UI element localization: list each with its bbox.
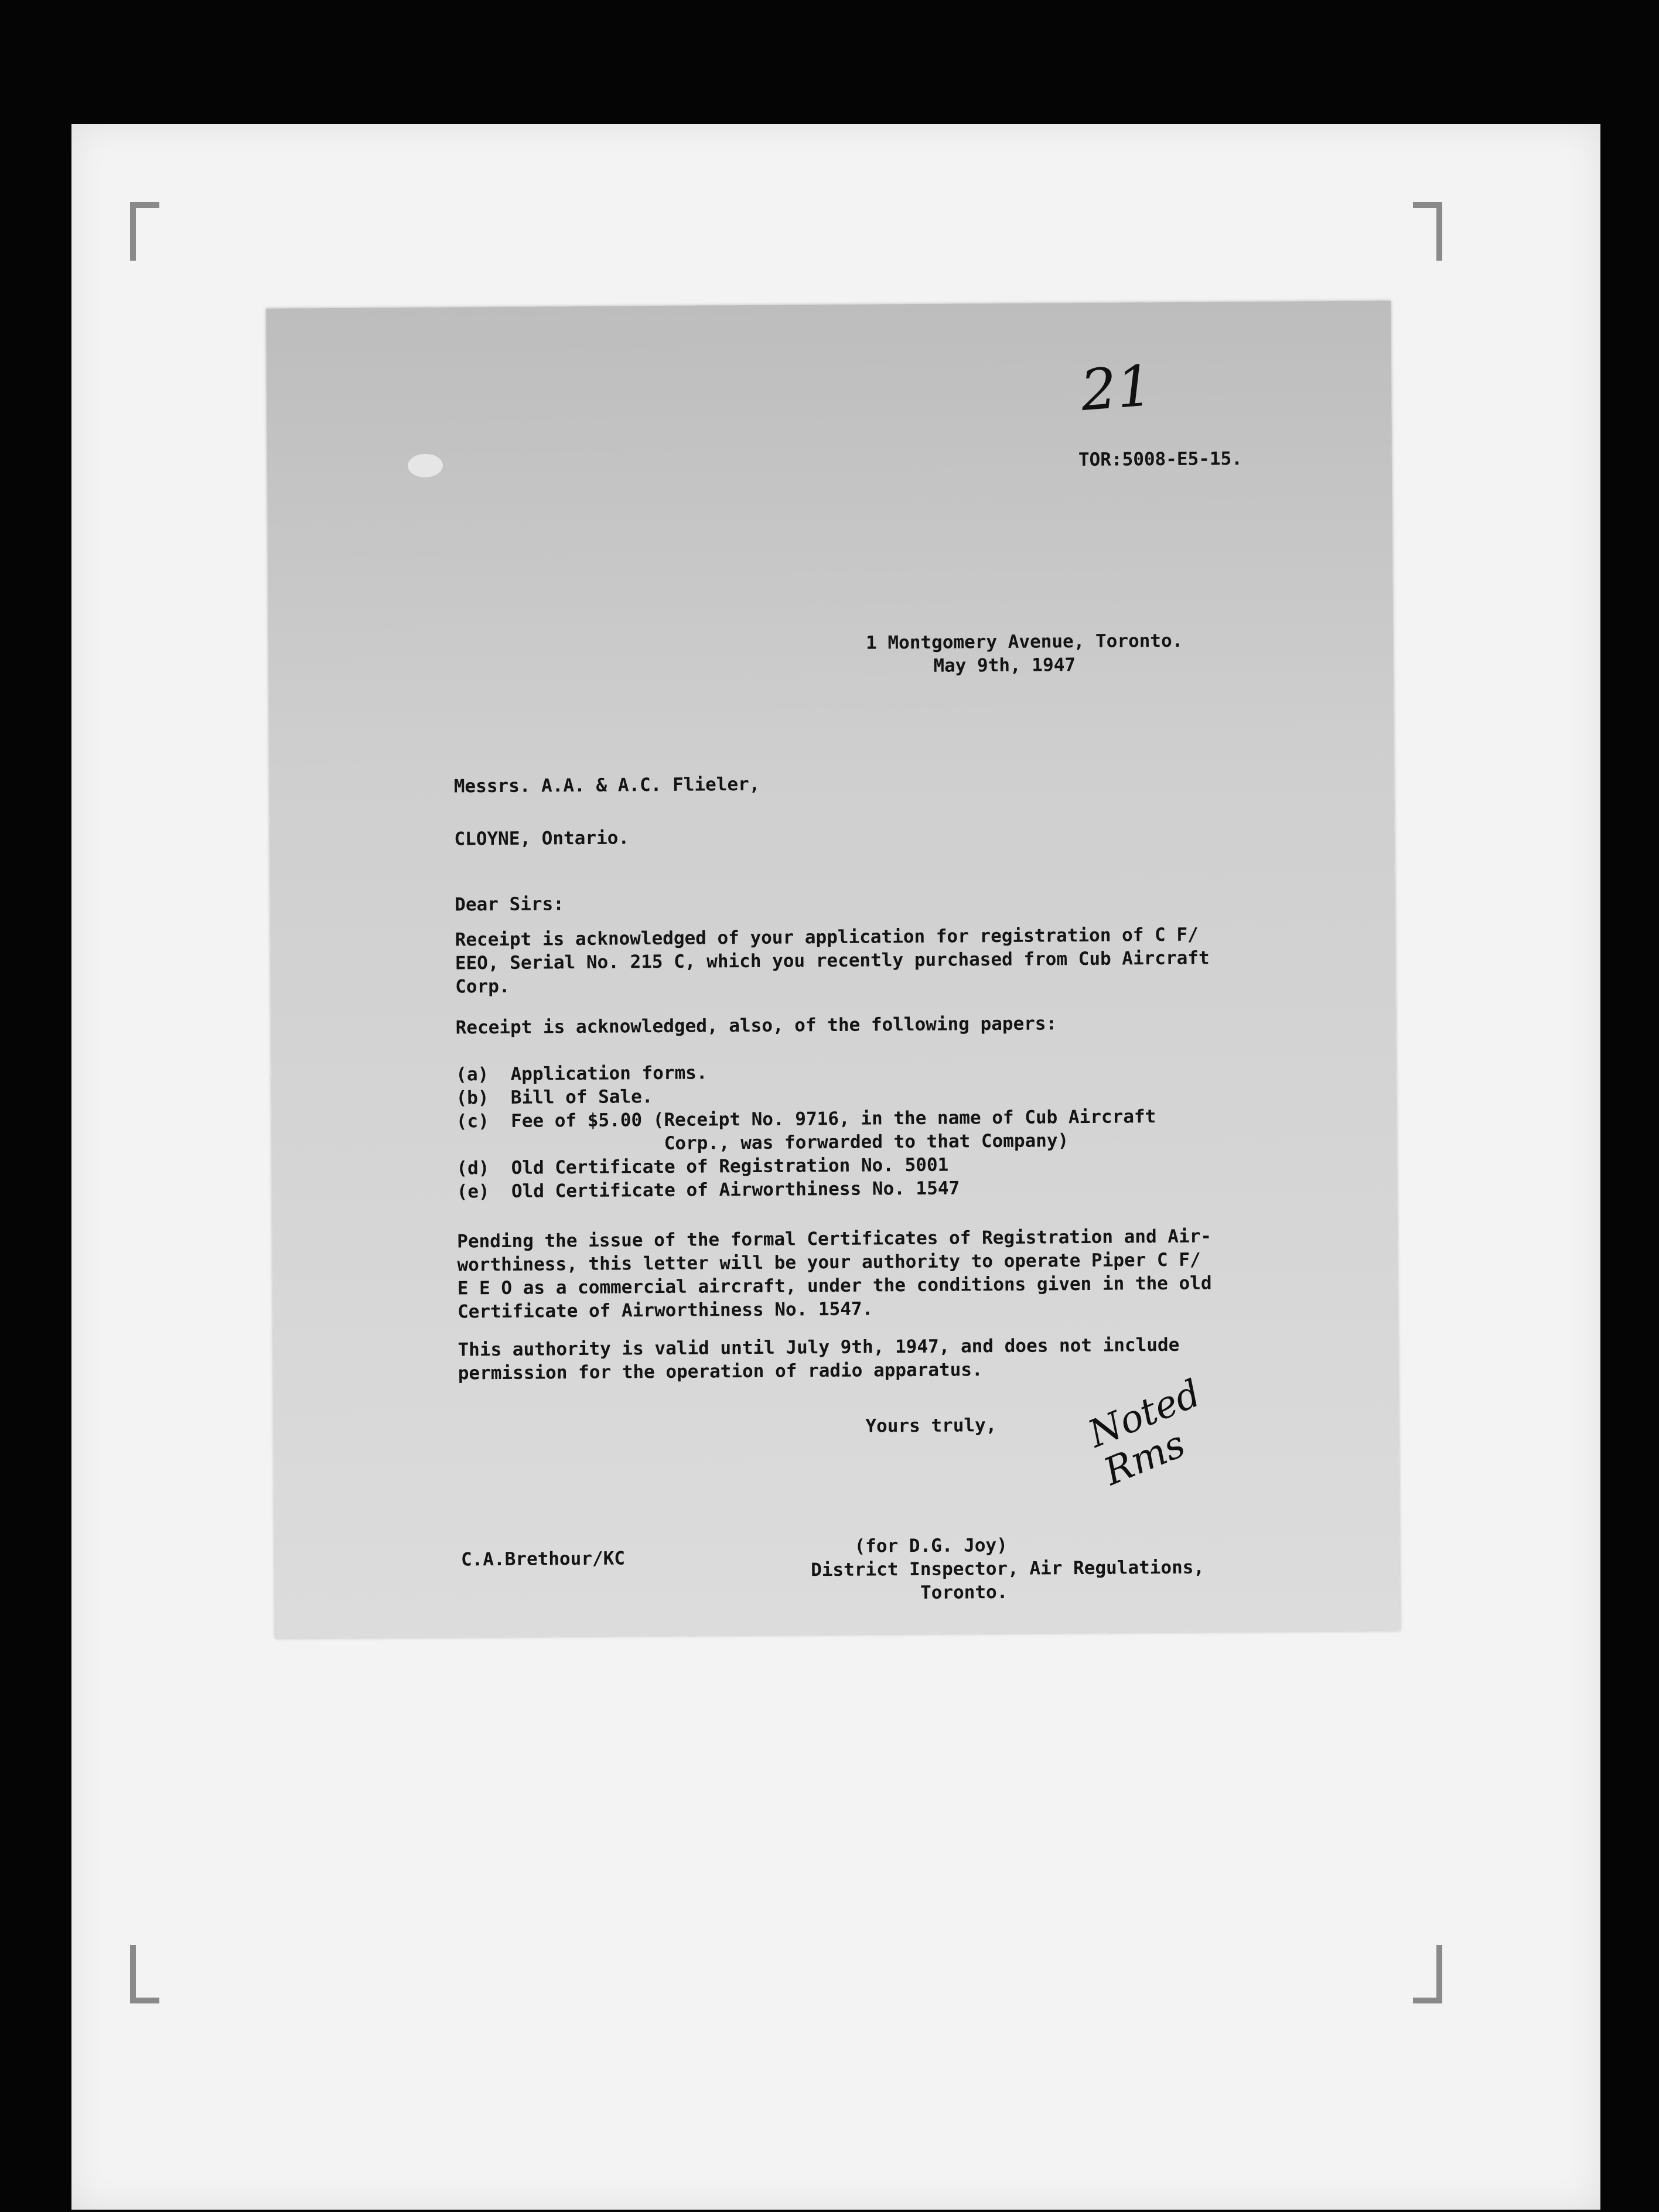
sender-address: 1 Montgomery Avenue, Toronto. [865,630,1183,654]
closing: Yours truly, [865,1415,997,1437]
crop-mark-top-right [1413,202,1442,261]
crop-mark-bottom-right [1413,1945,1442,2003]
addressee-place: CLOYNE, Ontario. [454,827,630,850]
salutation: Dear Sirs: [455,893,564,916]
paragraph-authority: Pending the issue of the formal Certificates of Registration and Air- worthiness, this letter will be your authority to operate Piper C F/ E E O as a commercial aircraft, under the conditions given in the old Certificate of Airworthiness No. 1547. [457,1226,1212,1323]
paragraph-validity: This authority is valid until July 9th, 1947, and does not include permission for the operation of radio apparatus. [458,1334,1180,1384]
letter-page [266,301,1400,1638]
paragraph-papers-intro: Receipt is acknowledged, also, of the following papers: [455,1013,1057,1039]
signature-block: (for D.G. Joy) District Inspector, Air Regulations, Toronto. [810,1534,1205,1605]
papers-list: (a) Application forms. (b) Bill of Sale. (c) Fee of $5.00 (Receipt No. 9716, in the name of Cub Aircraft Corp., was forwarded to that Company) (d) Old Certificate of Registration No. 5001 (e) Old Certificate of Airworthiness No. 1547 [456,1062,1156,1203]
handwritten-noted-signature: Noted Rms [1082,1371,1207,1494]
reference-number: TOR:5008-E5-15. [1078,448,1243,471]
typist-initials: C.A.Brethour/KC [460,1548,626,1571]
handwritten-file-number: 21 [1078,353,1155,424]
crop-mark-top-left [130,202,159,261]
stain-mark [408,454,443,477]
addressee: Messrs. A.A. & A.C. Flieler, [453,773,760,797]
crop-mark-bottom-left [130,1945,159,2003]
letter-date: May 9th, 1947 [933,654,1076,677]
paragraph-application: Receipt is acknowledged of your application for registration of C F/ EEO, Serial No. 215 C, which you recently purchased from Cub Aircraft Corp. [455,924,1210,998]
